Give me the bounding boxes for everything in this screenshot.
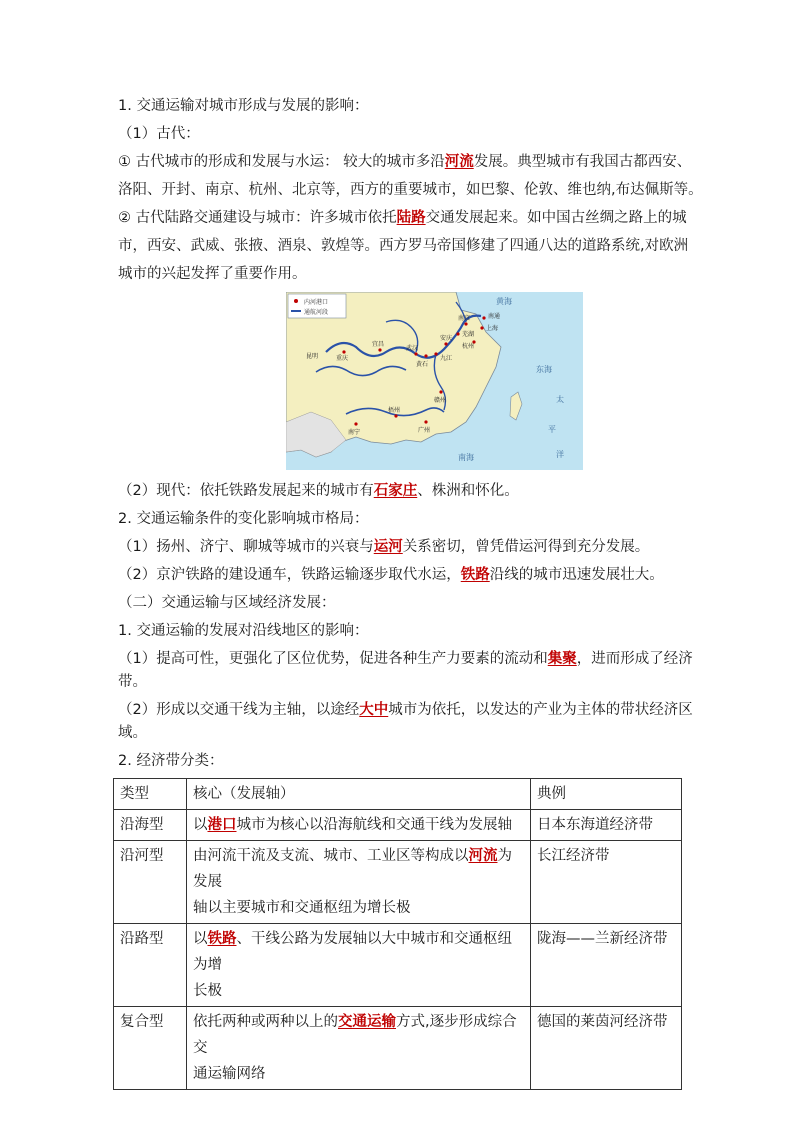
keyword-transport: 交通运输 xyxy=(338,1014,396,1030)
keyword-canal: 运河 xyxy=(373,539,403,555)
city-label: 重庆 xyxy=(336,355,349,362)
keyword-land-road: 陆路 xyxy=(396,210,426,226)
belt-example: 日本东海道经济带 xyxy=(531,810,682,841)
city-label: 九江 xyxy=(440,355,453,362)
belt-core: 由河流干流及支流、城市、工业区等构成以河流为发展 轴以主要城市和交通枢纽为增长极 xyxy=(187,841,531,924)
legend-route-label: 通航河段 xyxy=(304,309,329,316)
city-label: 昆明 xyxy=(306,353,319,360)
water-transport-line-1: ① 古代城市的形成和发展与水运： 较大的城市多沿河流发展。典型城市有我国古都西安、 xyxy=(118,154,692,170)
section3-sub1: 1. 交通运输的发展对沿线地区的影响： xyxy=(118,623,369,639)
keyword-port: 港口 xyxy=(207,817,237,833)
section3-sub2: 2. 经济带分类： xyxy=(118,753,224,769)
table-header: 典例 xyxy=(531,779,682,810)
belt-type: 沿海型 xyxy=(114,810,187,841)
table-row xyxy=(114,841,682,924)
city-label: 梧州 xyxy=(388,407,401,414)
belt-example: 陇海——兰新经济带 xyxy=(531,924,682,1007)
belt-type: 复合型 xyxy=(114,1007,187,1090)
canal-line: （1）扬州、济宁、聊城等城市的兴衰与运河关系密切，曾凭借运河得到充分发展。 xyxy=(118,539,650,555)
city-label: 武汉 xyxy=(406,345,419,352)
keyword-railway: 铁路 xyxy=(207,931,237,947)
belt-type: 沿路型 xyxy=(114,924,187,1007)
city-label: 南通 xyxy=(488,313,501,320)
sea-label: 南海 xyxy=(458,453,474,462)
river-ports-map xyxy=(286,292,583,470)
city-label: 南宁 xyxy=(348,429,361,436)
belt-core: 以铁路、干线公路为发展轴以大中城市和交通枢纽为增 长极 xyxy=(187,924,531,1007)
legend-port-icon xyxy=(294,299,298,303)
city-label: 广州 xyxy=(418,427,431,434)
table-row xyxy=(114,924,682,1007)
impact-line-1: （1）提高可性，更强化了区位优势，促进各种生产力要素的流动和集聚，进而形成了经济 xyxy=(118,651,693,667)
city-label: 安庆 xyxy=(440,335,453,342)
table-row xyxy=(114,1007,682,1090)
land-transport-line-1: ② 古代陆路交通建设与城市：许多城市依托陆路交通发展起来。如中国古丝绸之路上的城 xyxy=(118,210,687,226)
city-label: 黄石 xyxy=(416,361,429,368)
sea-label: 东海 xyxy=(536,365,552,374)
keyword-shijiazhuang: 石家庄 xyxy=(373,483,418,499)
sea-label: 洋 xyxy=(556,450,564,459)
impact-line-2: （2）形成以交通干线为主轴，以途经大中城市为依托，以发达的产业为主体的带状经济区 xyxy=(118,702,693,718)
city-label: 赣州 xyxy=(434,397,447,404)
sea-label: 黄海 xyxy=(496,297,512,306)
impact-line-1-cont: 带。 xyxy=(118,674,147,690)
keyword-agglomeration: 集聚 xyxy=(547,651,577,667)
modern-line: （2）现代：依托铁路发展起来的城市有石家庄、株洲和怀化。 xyxy=(118,483,519,499)
legend-port-label: 内河港口 xyxy=(304,299,329,306)
belt-type: 沿河型 xyxy=(114,841,187,924)
section2-title: 2. 交通运输条件的变化影响城市格局： xyxy=(118,511,369,527)
sea-label: 太 xyxy=(556,395,564,404)
belt-example: 长江经济带 xyxy=(531,841,682,924)
belt-core: 以港口城市为核心以沿海航线和交通干线为发展轴 xyxy=(187,810,531,841)
table-header: 类型 xyxy=(114,779,187,810)
belt-example: 德国的莱茵河经济带 xyxy=(531,1007,682,1090)
land-transport-line-2: 市，西安、武威、张掖、酒泉、敦煌等。西方罗马帝国修建了四通八达的道路系统,对欧洲 xyxy=(118,238,689,254)
table-row xyxy=(114,810,682,841)
ancient-heading: （1）古代： xyxy=(118,126,200,142)
impact-line-2-cont: 域。 xyxy=(118,725,147,741)
keyword-river: 河流 xyxy=(444,154,474,170)
economic-belt-table xyxy=(113,778,682,1090)
city-label: 宜昌 xyxy=(372,341,385,348)
table-header-row xyxy=(114,779,682,810)
sea-label: 平 xyxy=(548,425,556,434)
city-label: 上海 xyxy=(486,325,499,332)
railway-line: （2）京沪铁路的建设通车，铁路运输逐步取代水运，铁路沿线的城市迅速发展壮大。 xyxy=(118,567,664,583)
keyword-river: 河流 xyxy=(468,848,498,864)
keyword-railway: 铁路 xyxy=(460,567,490,583)
city-label: 芜湖 xyxy=(462,331,475,338)
section1-title: 1. 交通运输对城市形成与发展的影响： xyxy=(118,98,369,114)
section3-title: （二）交通运输与区域经济发展： xyxy=(118,595,336,611)
city-label: 南京 xyxy=(458,315,471,322)
keyword-large-medium: 大中 xyxy=(359,702,389,718)
belt-core: 依托两种或两种以上的交通运输方式,逐步形成综合交 通运输网络 xyxy=(187,1007,531,1090)
land-transport-line-3: 城市的兴起发挥了重要作用。 xyxy=(118,266,307,282)
city-label: 杭州 xyxy=(462,343,475,350)
table-header: 核心（发展轴） xyxy=(187,779,531,810)
water-transport-line-2: 洛阳、开封、南京、杭州、北京等，西方的重要城市，如巴黎、伦敦、维也纳,布达佩斯等。 xyxy=(118,182,703,198)
